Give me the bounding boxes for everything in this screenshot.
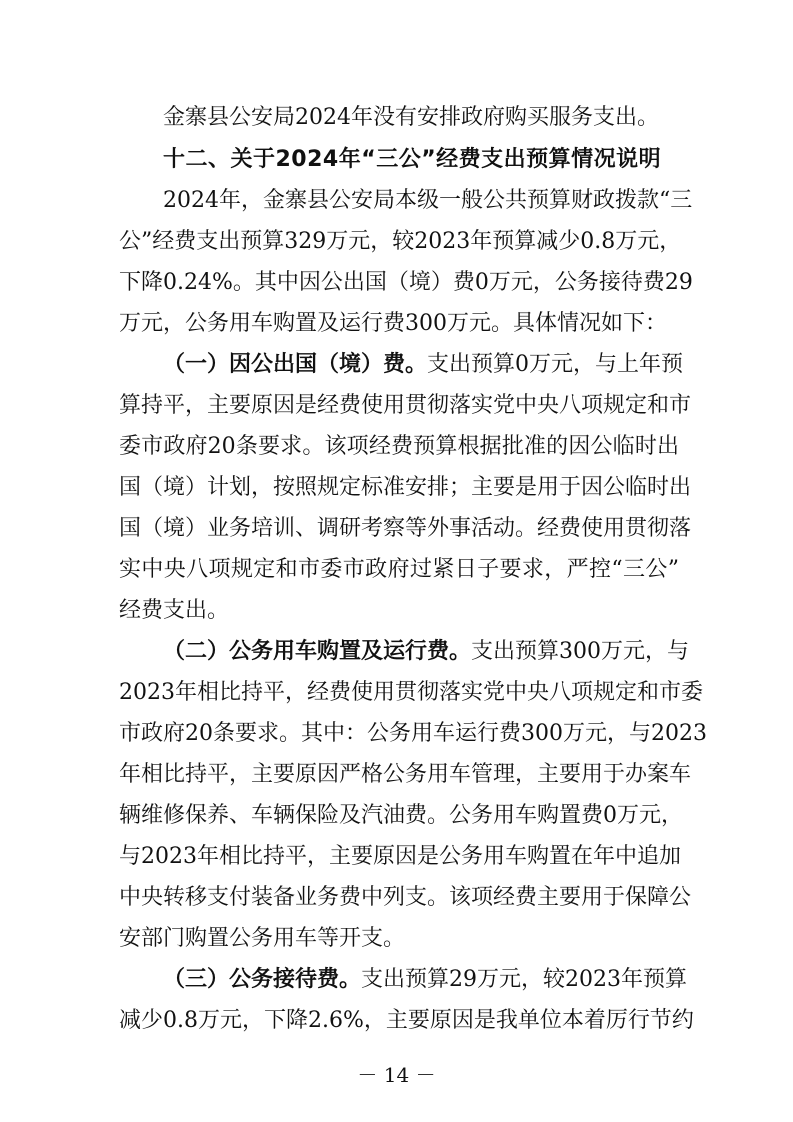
summary-line-1: 2024年，金寨县公安局本级一般公共预算财政拨款“三 [163, 188, 693, 213]
subsection-1-first-text: 支出预算0万元，与上年预 [427, 352, 684, 377]
subsection-2-first-line [163, 634, 690, 670]
subsection-1-line: 实中央八项规定和市委市政府过紧日子要求，严控“三公” [119, 557, 679, 582]
subsection-3-first-text: 支出预算29万元，较2023年预算 [361, 967, 687, 992]
subsection-2-line: 中央转移支付装备业务费中列支。该项经费主要用于保障公 [119, 885, 692, 910]
summary-line-2: 公”经费支出预算329万元，较2023年预算减少0.8万元， [119, 229, 682, 254]
subsection-2-first-text: 支出预算300万元，与 [471, 639, 690, 664]
subsection-1-line: 经费支出。 [119, 598, 230, 623]
subsection-1-line: 国（境）计划，按照规定标准安排；主要是用于因公临时出 [119, 475, 692, 500]
section-heading: 十二、关于2024年“三公”经费支出预算情况说明 [163, 147, 662, 172]
intro-paragraph: 金寨县公安局2024年没有安排政府购买服务支出。 [163, 105, 659, 130]
summary-line-4: 万元，公务用车购置及运行费300万元。具体情况如下： [119, 311, 667, 336]
subsection-1-line: 算持平，主要原因是经费使用贯彻落实党中央八项规定和市 [119, 393, 692, 418]
subsection-1-first-line [163, 347, 684, 383]
subsection-3-first-line [163, 962, 687, 998]
subsection-2-line: 安部门购置公务用车等开支。 [119, 926, 406, 951]
subsection-3-title: （三）公务接待费。 [163, 967, 362, 992]
subsection-1-line: 委市政府20条要求。该项经费预算根据批准的因公临时出 [119, 434, 679, 459]
subsection-2-line: 年相比持平，主要原因严格公务用车管理，主要用于办案车 [119, 762, 692, 787]
subsection-1-line: 国（境）业务培训、调研考察等外事活动。经费使用贯彻落 [119, 516, 692, 541]
summary-line-3: 下降0.24%。其中因公出国（境）费0万元，公务接待费29 [119, 270, 693, 295]
subsection-2-line: 市政府20条要求。其中：公务用车运行费300万元，与2023 [119, 721, 707, 746]
subsection-1-title: （一）因公出国（境）费。 [163, 352, 428, 377]
subsection-2-line: 与2023年相比持平，主要原因是公务用车购置在年中追加 [119, 844, 681, 869]
page-number: － 14 － [357, 1063, 436, 1087]
subsection-3-line: 减少0.8万元，下降2.6%，主要原因是我单位本着厉行节约 [119, 1008, 694, 1033]
subsection-2-line: 辆维修保养、车辆保险及汽油费。公务用车购置费0万元， [119, 803, 683, 828]
subsection-2-line: 2023年相比持平，经费使用贯彻落实党中央八项规定和市委 [119, 680, 703, 705]
subsection-2-title: （二）公务用车购置及运行费。 [163, 639, 472, 664]
